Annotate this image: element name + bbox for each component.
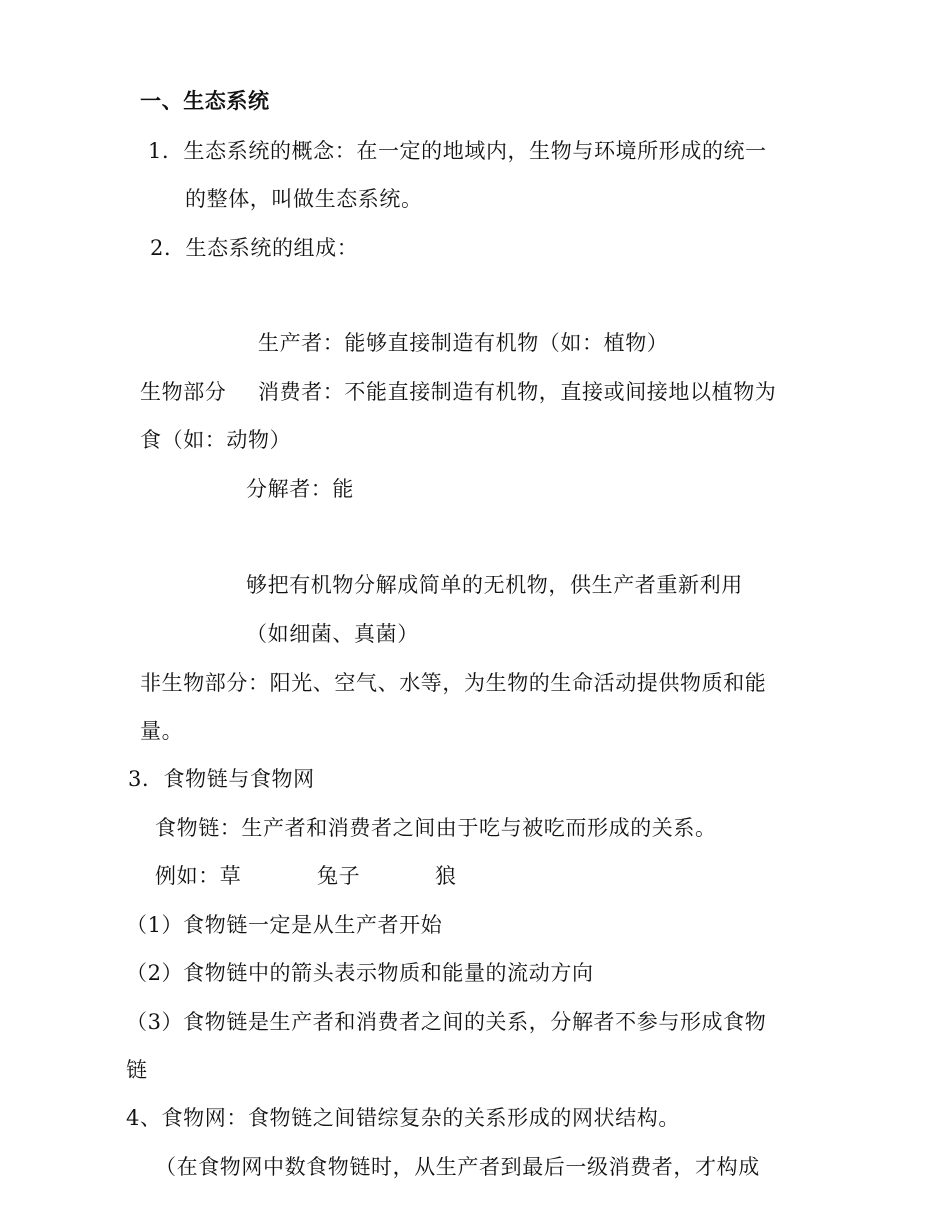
concept-line-2: 的整体，叫做生态系统。 [185,187,423,211]
composition-title: 2．生态系统的组成： [150,236,359,260]
food-chain-definition: 食物链：生产者和消费者之间由于吃与被吃而形成的关系。 [155,816,717,840]
example-rabbit: 兔子 [317,864,361,888]
abiotic-line-2: 量。 [140,719,184,743]
food-web-note: （在食物网中数食物链时，从生产者到最后一级消费者，才构成 [155,1155,760,1179]
producer-text: 生产者：能够直接制造有机物（如：植物） [258,331,669,355]
point-3-line-2: 链 [126,1058,148,1082]
point-2: （2）食物链中的箭头表示物质和能量的流动方向 [126,961,594,985]
decomposer-line-1: 分解者：能 [246,477,354,501]
decomposer-line-3: （如细菌、真菌） [246,622,419,646]
concept-line-1: 1．生态系统的概念：在一定的地域内，生物与环境所形成的统一 [148,139,767,163]
section-title: 一、生态系统 [140,89,270,113]
point-1: （1）食物链一定是从生产者开始 [126,913,443,937]
consumer-line-2: 食（如：动物） [140,428,292,452]
example-wolf: 狼 [435,864,457,888]
food-chain-title: 3．食物链与食物网 [128,767,315,791]
point-3-line-1: （3）食物链是生产者和消费者之间的关系，分解者不参与形成食物 [126,1010,767,1034]
consumer-line-1: 消费者：不能直接制造有机物，直接或间接地以植物为 [258,380,777,404]
biotic-label: 生物部分 [140,380,227,404]
food-chain-example [155,862,555,890]
decomposer-line-2: 够把有机物分解成简单的无机物，供生产者重新利用 [246,573,743,597]
abiotic-line-1: 非生物部分：阳光、空气、水等，为生物的生命活动提供物质和能 [140,671,767,695]
food-web-title: 4、食物网：食物链之间错综复杂的关系形成的网状结构。 [126,1106,680,1130]
example-label: 例如：草 [155,864,242,888]
